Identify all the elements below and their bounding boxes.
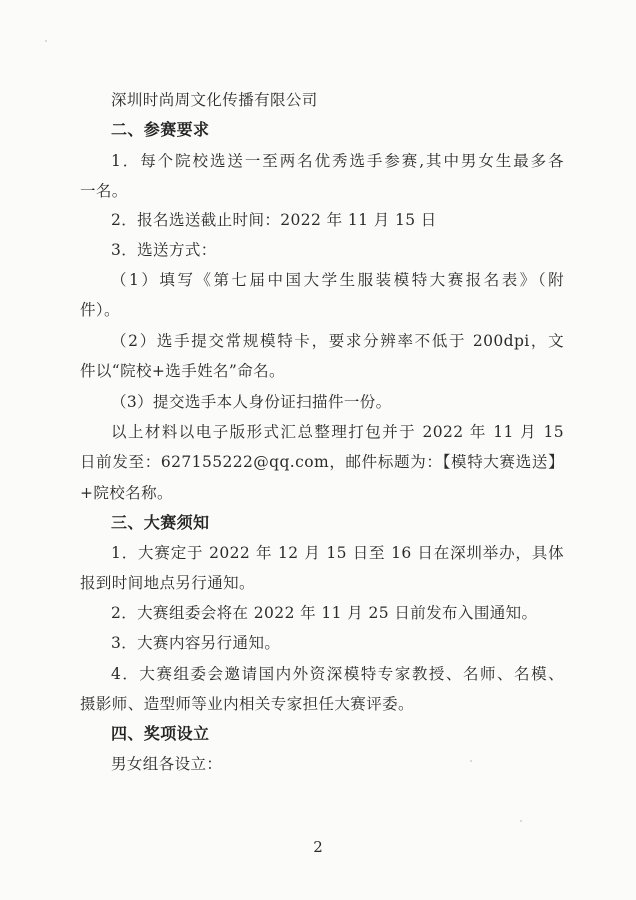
page-number: 2	[313, 838, 323, 856]
submission-paragraph-cont-1: 日前发至：627155222@qq.com，邮件标题为：【模特大赛选送】	[80, 453, 564, 471]
method-item-1-cont: 件）。	[80, 301, 120, 319]
requirement-item-1: 1．每个院校选送一至两名优秀选手参赛,其中男女生最多各	[111, 152, 564, 170]
submission-paragraph: 以上材料以电子版形式汇总整理打包并于 2022 年 11 月 15	[111, 423, 564, 441]
notice-item-4-cont: 摄影师、造型师等业内相关专家担任大赛评委。	[80, 695, 414, 713]
section-heading-requirements: 二、参赛要求	[111, 120, 210, 139]
method-item-3: （3）提交选手本人身份证扫描件一份。	[111, 393, 392, 411]
section-heading-awards: 四、奖项设立	[111, 724, 210, 743]
scan-artifact	[520, 820, 522, 822]
awards-intro: 男女组各设立：	[111, 755, 223, 773]
organizer-name: 深圳时尚周文化传播有限公司	[111, 91, 318, 109]
method-item-2-cont: 件以“院校+选手姓名”命名。	[80, 362, 285, 380]
section-heading-notice: 三、大赛须知	[111, 513, 210, 532]
scan-artifact	[45, 40, 47, 42]
method-item-2: （2）选手提交常规模特卡，要求分辨率不低于 200dpi，文	[111, 332, 564, 350]
requirement-item-1-cont: 一名。	[80, 182, 128, 200]
requirement-item-2: 2．报名选送截止时间：2022 年 11 月 15 日	[111, 211, 437, 229]
requirement-item-3: 3．选送方式：	[111, 241, 217, 259]
method-item-1: （1）填写《第七届中国大学生服装模特大赛报名表》（附	[111, 271, 564, 289]
notice-item-1-cont: 报到时间地点另行通知。	[80, 574, 255, 592]
notice-item-2: 2．大赛组委会将在 2022 年 11 月 25 日前发布入围通知。	[111, 604, 538, 622]
notice-item-1: 1．大赛定于 2022 年 12 月 15 日至 16 日在深圳举办，具体	[111, 544, 564, 562]
notice-item-4: 4．大赛组委会邀请国内外资深模特专家教授、名师、名模、	[111, 665, 564, 683]
scan-artifact	[470, 760, 472, 762]
submission-paragraph-cont-2: +院校名称。	[80, 484, 173, 502]
notice-item-3: 3．大赛内容另行通知。	[111, 634, 281, 652]
